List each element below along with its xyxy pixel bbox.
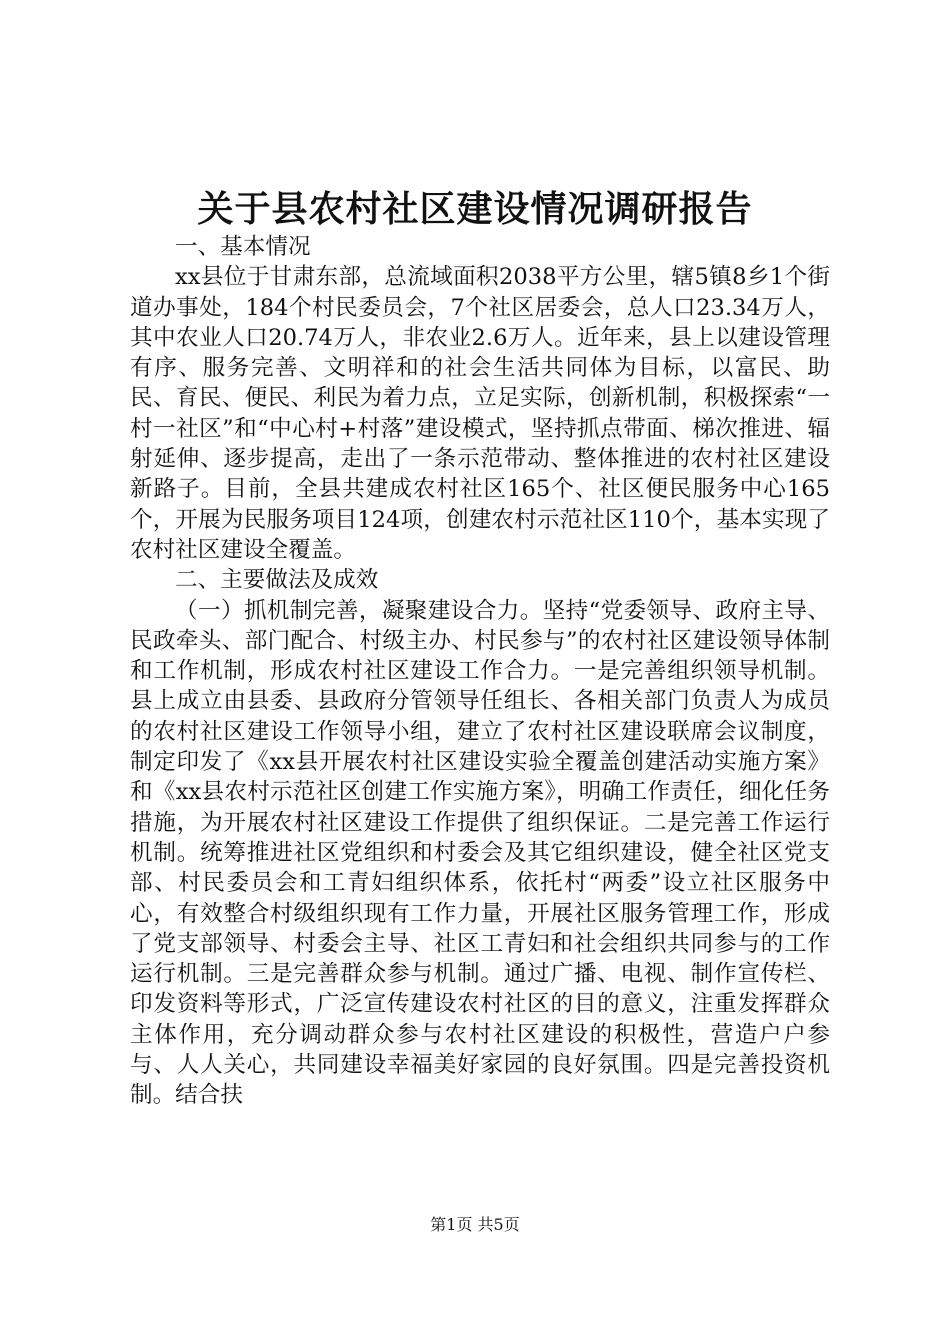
page-footer: 第1页 共5页	[430, 1215, 520, 1234]
document-body	[130, 232, 830, 1111]
paragraph-mechanism-improvement: （一）抓机制完善，凝聚建设合力。坚持“党委领导、政府主导、民政牵头、部门配合、村级主办、村民参与”的农村社区建设领导体制和工作机制，形成农村社区建设工作合力。一是完善组织领导机制。县上成立由县委、县政府分管领导任组长、各相关部门负责人为成员的农村社区建设工作领导小组，建立了农村社区建设联席会议制度，制定印发了《xx县开展农村社区建设实验全覆盖创建活动实施方案》和《xx县农村示范社区创建工作实施方案》，明确工作责任，细化任务措施，为开展农村社区建设工作提供了组织保证。二是完善工作运行机制。统筹推进社区党组织和村委会及其它组织建设，健全社区党支部、村民委员会和工青妇组织体系，依托村“两委”设立社区服务中心，有效整合村级组织现有工作力量，开展社区服务管理工作，形成了党支部领导、村委会主导、社区工青妇和社会组织共同参与的工作运行机制。三是完善群众参与机制。通过广播、电视、制作宣传栏、印发资料等形式，广泛宣传建设农村社区的目的意义，注重发挥群众主体作用，充分调动群众参与农村社区建设的积极性，营造户户参与、人人关心，共同建设幸福美好家园的良好氛围。四是完善投资机制。结合扶	[130, 597, 830, 1109]
paragraph-basic-situation: xx县位于甘肃东部，总流域面积2038平方公里，辖5镇8乡1个街道办事处，184个村民委员会，7个社区居委会，总人口23.34万人，其中农业人口20.74万人，非农业2.6万人。近年来，县上以建设管理有序、服务完善、文明祥和的社会生活共同体为目标，以富民、助民、育民、便民、利民为着力点，立足实际，创新机制，积极探索“一村一社区”和“中心村+村落”建设模式，坚持抓点带面、梯次推进、辐射延伸、逐步提高，走出了一条示范带动、整体推进的农村社区建设新路子。目前，全县共建成农村社区165个、社区便民服务中心165个，开展为民服务项目124项，创建农村示范社区110个，基本实现了农村社区建设全覆盖。	[130, 264, 830, 563]
document-title: 关于县农村社区建设情况调研报告	[197, 188, 753, 230]
section-heading-main-practices: 二、主要做法及成效	[175, 567, 379, 594]
section-heading-basic-situation: 一、基本情况	[175, 234, 311, 260]
